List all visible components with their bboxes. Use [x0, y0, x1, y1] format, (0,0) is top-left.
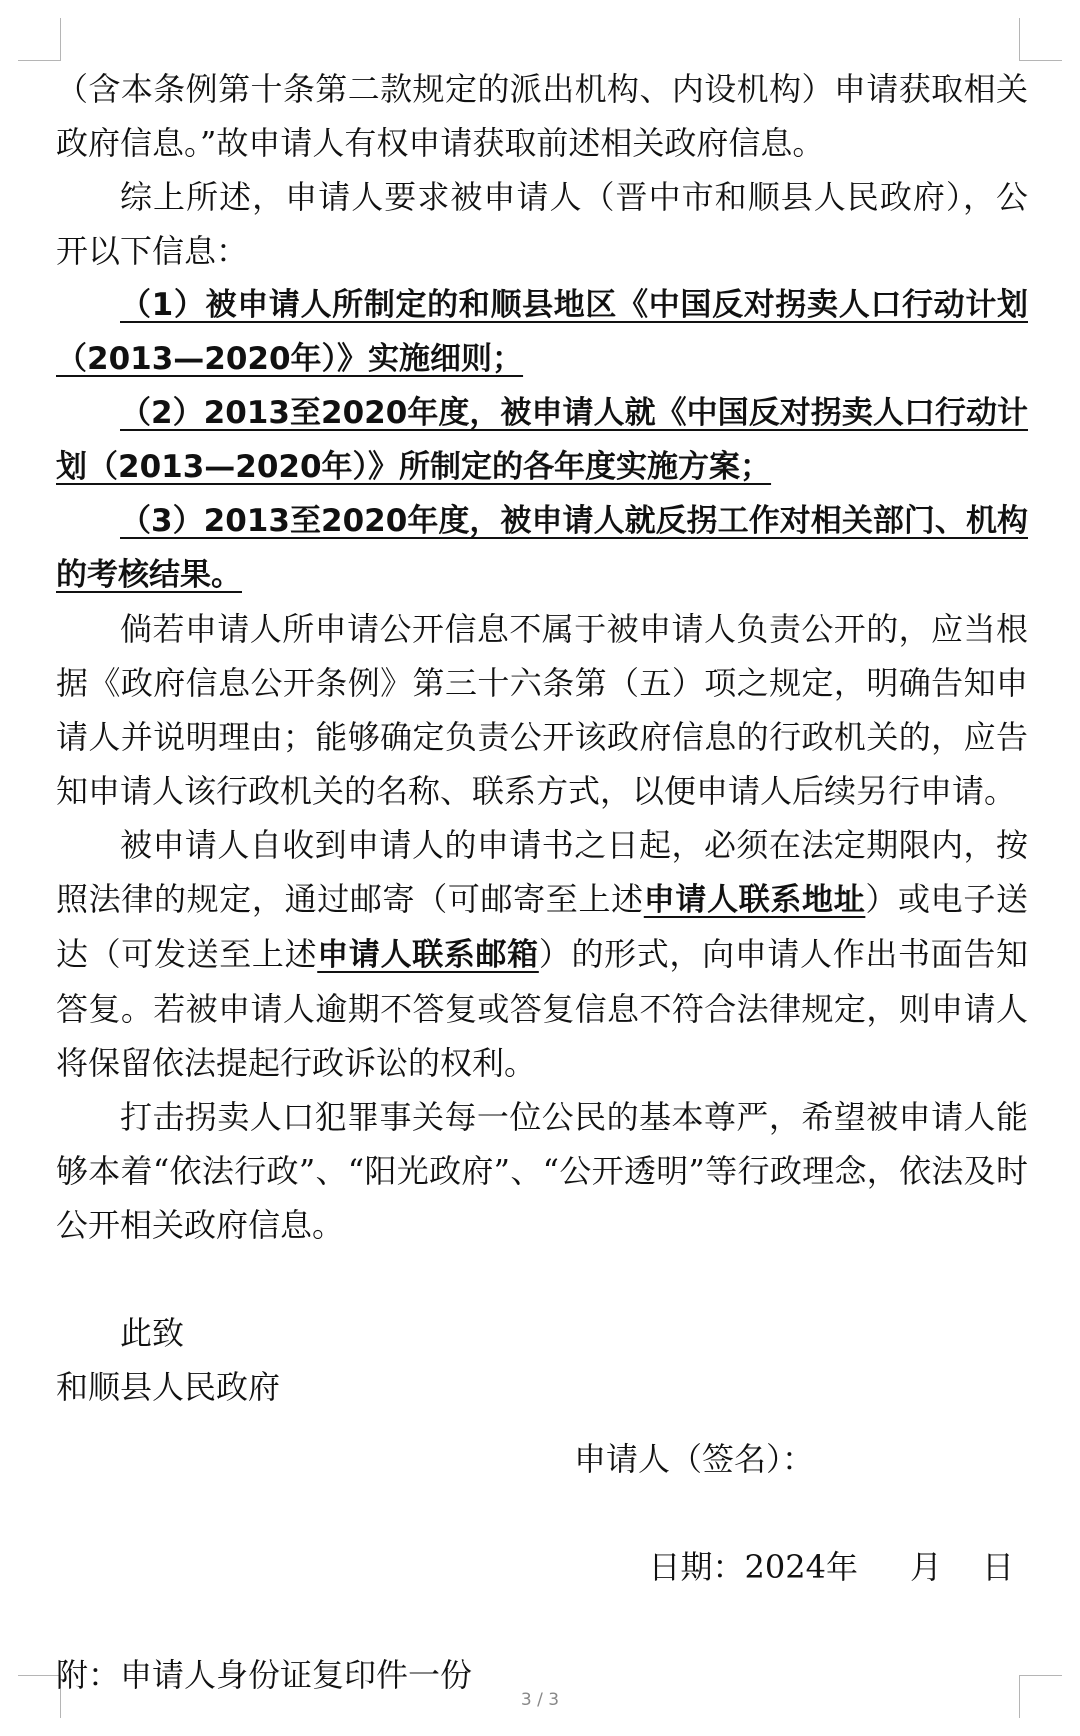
document-body: [56, 62, 1028, 1702]
requested-items-list: [56, 278, 1028, 602]
date-month: 月: [909, 1548, 942, 1586]
crop-mark-top-left: [18, 18, 61, 61]
signature-line: 申请人（签名）：: [574, 1440, 815, 1478]
requested-item-text: （2）2013至2020年度，被申请人就《中国反对拐卖人口行动计划（2013—2020年）》所制定的各年度实施方案；: [56, 395, 1028, 485]
paragraph-continuation: （含本条例第十条第二款规定的派出机构、内设机构）申请获取相关政府信息。”故申请人有权申请获取前述相关政府信息。: [56, 70, 1028, 162]
reply-method-text-1: 被申请人自收到申请人的申请书之日起，必须在法定期限内，按照法律的规定，通过邮寄（可邮寄至上述: [56, 826, 1028, 918]
applicant-email-reference: 申请人联系邮箱: [317, 937, 539, 973]
paragraph-jurisdiction: 倘若申请人所申请公开信息不属于被申请人负责公开的，应当根据《政府信息公开条例》第三十六条第（五）项之规定，明确告知申请人并说明理由；能够确定负责公开该政府信息的行政机关的，应告知申请人该行政机关的名称、联系方式，以便申请人后续另行申请。: [56, 610, 1028, 810]
paragraph-summary: 综上所述，申请人要求被申请人（晋中市和顺县人民政府），公开以下信息：: [56, 178, 1028, 270]
attachment-note: 附：申请人身份证复印件一份: [56, 1656, 473, 1694]
paragraph-reply-method: [56, 818, 1028, 1090]
date-day: 日: [981, 1548, 1014, 1586]
page-number: 3 / 3: [520, 1690, 560, 1710]
reply-method-text-2: ）或电子送达（可发送至上述: [56, 880, 1028, 973]
requested-item: [56, 494, 1028, 602]
requested-item-text: （1）被申请人所制定的和顺县地区《中国反对拐卖人口行动计划（2013—2020年）》实施细则；: [56, 287, 1028, 377]
reply-method-text-3: ）的形式，向申请人作出书面告知答复。若被申请人逾期不答复或答复信息不符合法律规定，则申请人将保留依法提起行政诉讼的权利。: [56, 935, 1028, 1082]
applicant-address-reference: 申请人联系地址: [643, 882, 866, 918]
requested-item: [56, 278, 1028, 386]
closing-greeting: 此致: [120, 1314, 185, 1352]
requested-item: [56, 386, 1028, 494]
crop-mark-top-right: [1019, 18, 1062, 61]
paragraph-conclusion: 打击拐卖人口犯罪事关每一位公民的基本尊严，希望被申请人能够本着“依法行政”、“阳光政府”、“公开透明”等行政理念，依法及时公开相关政府信息。: [56, 1098, 1028, 1244]
requested-item-text: （3）2013至2020年度，被申请人就反拐工作对相关部门、机构的考核结果。: [56, 503, 1028, 593]
closing-recipient: 和顺县人民政府: [56, 1368, 281, 1406]
date-label: 日期：2024年: [648, 1548, 858, 1586]
date-line: [56, 1540, 1028, 1594]
